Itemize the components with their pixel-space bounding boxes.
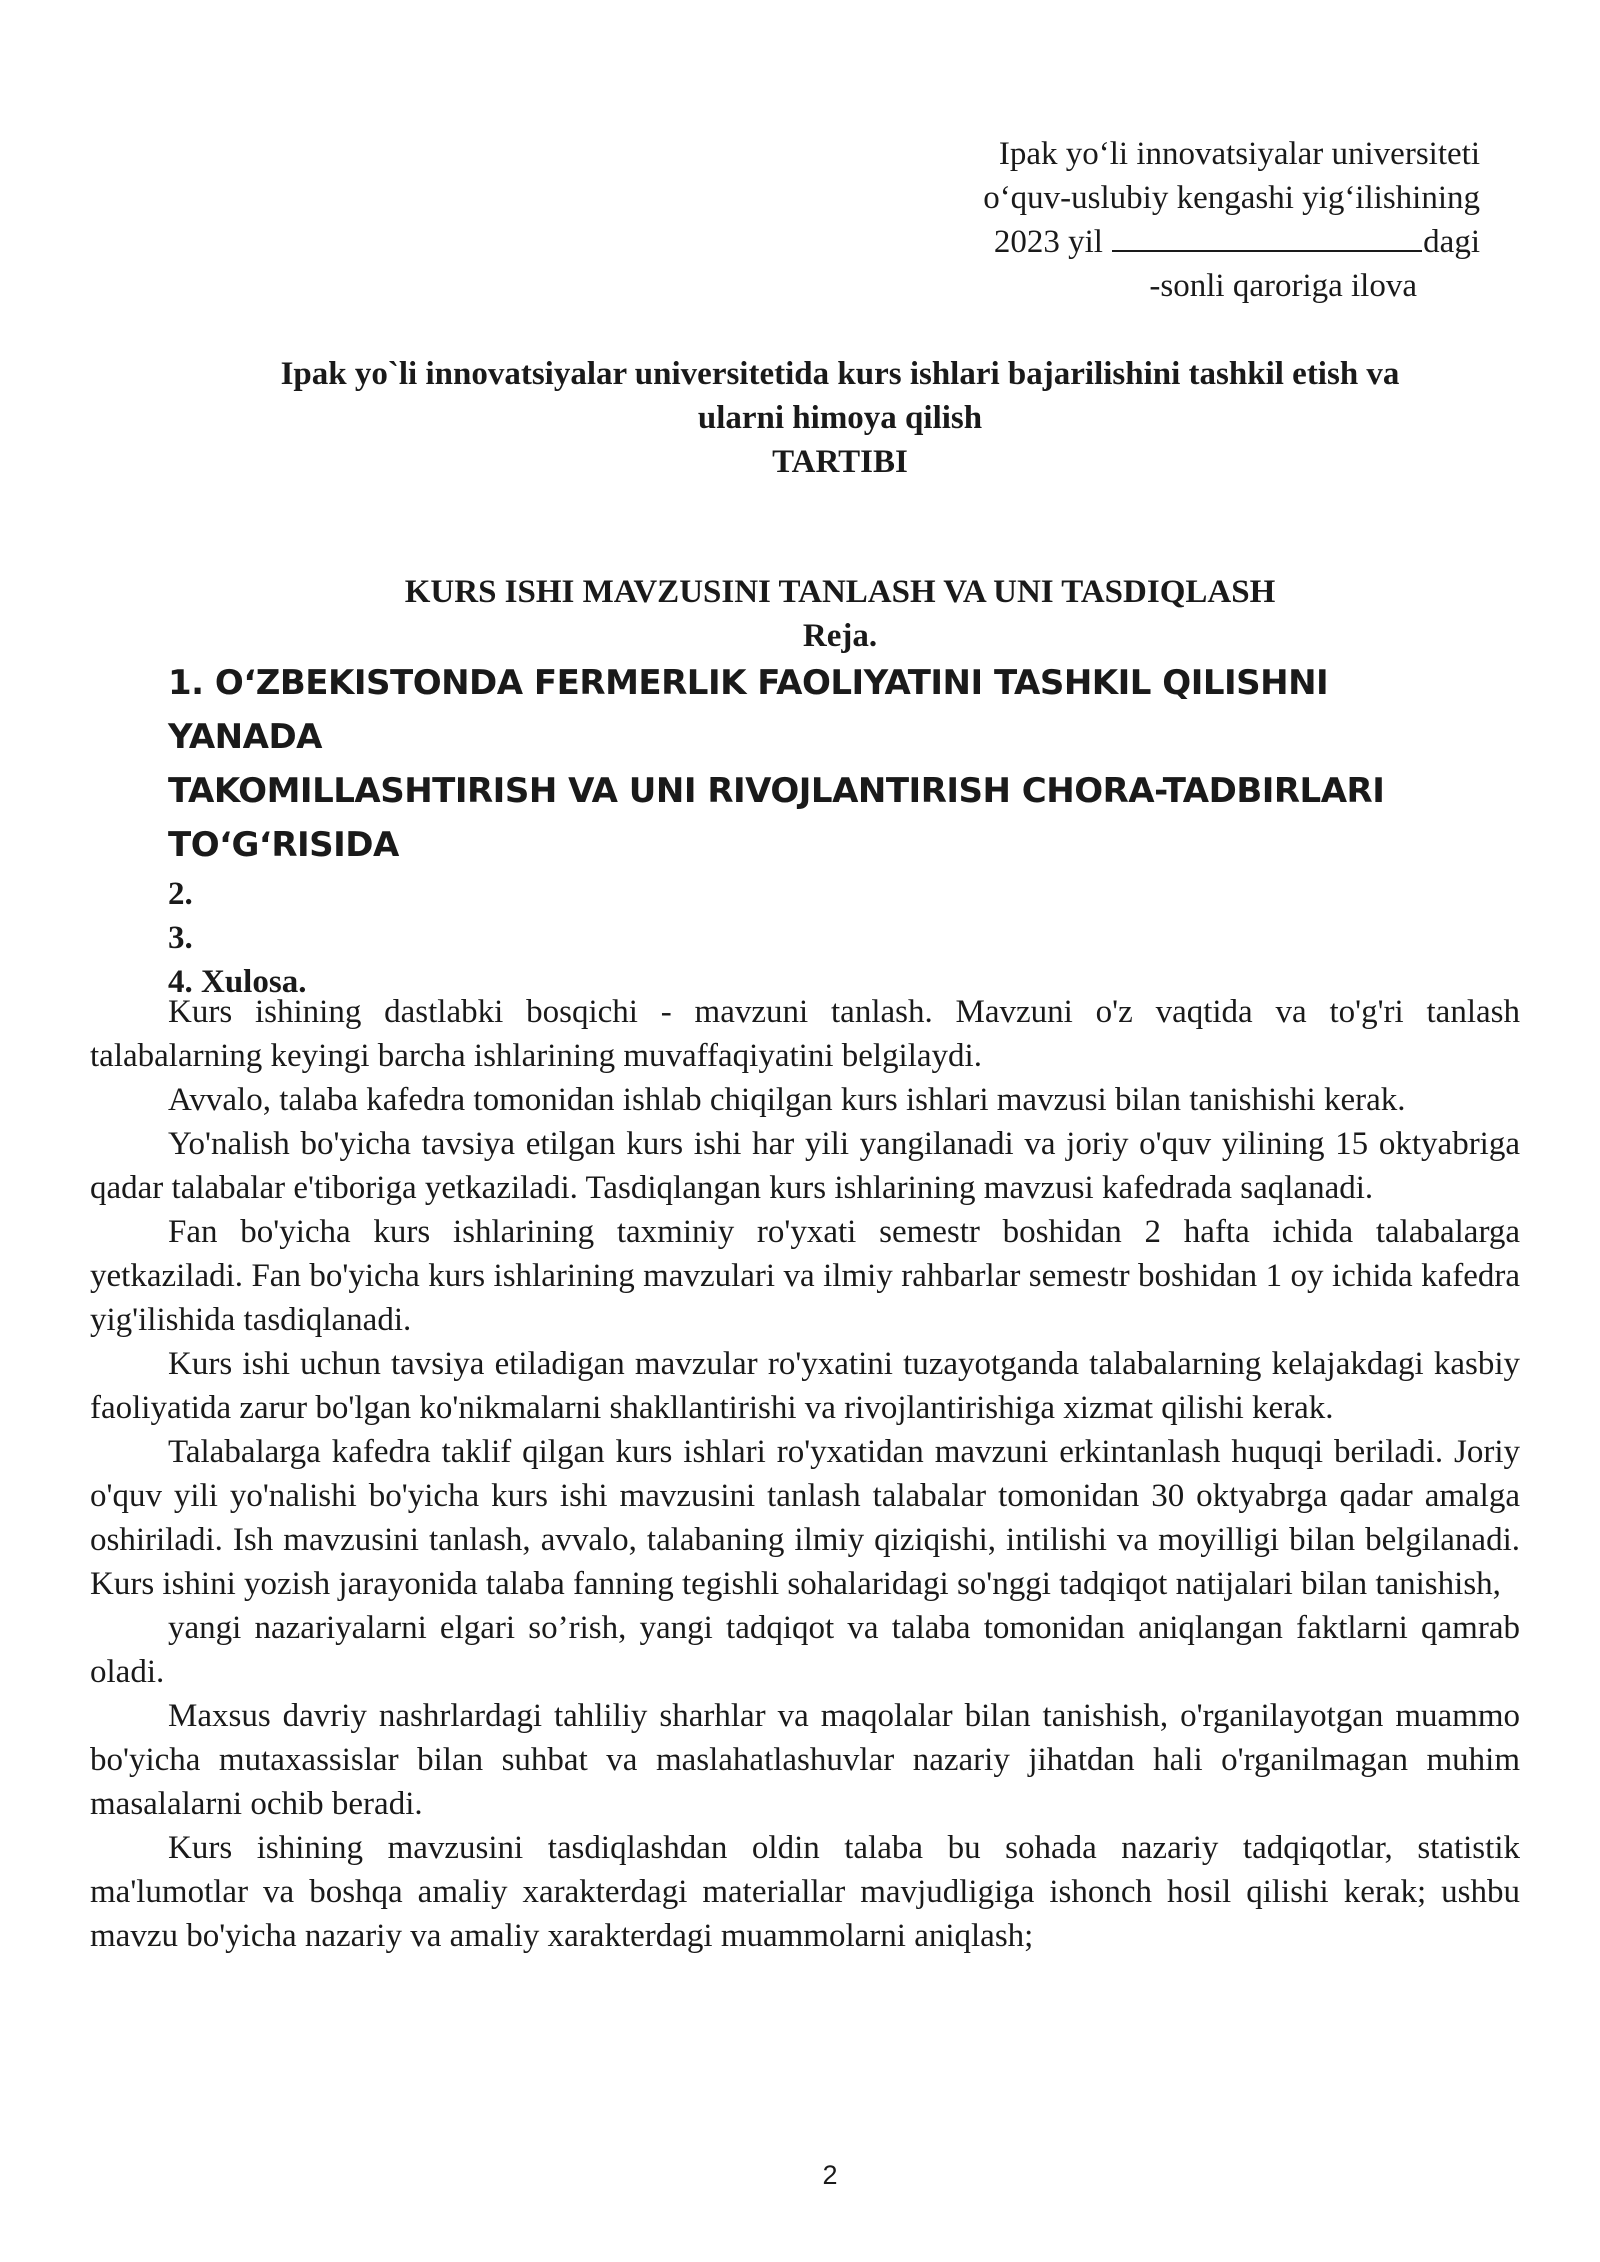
plan-label: Reja. — [802, 618, 878, 654]
plan-item-4: 4. Xulosa. — [168, 964, 307, 1000]
plan-list — [168, 656, 1488, 1004]
plan-item-1-line-1: 1. O‘ZBEKISTONDA FERMERLIK FAOLIYATINI TASHKIL QILISHNI YANADA — [168, 663, 1329, 757]
paragraph-3: Yo'nalish bo'yicha tavsiya etilgan kurs ishi har yili yangilanadi va joriy o'quv yilining 15 oktyabriga qadar talabalar e'tiboriga yetkaziladi. Tasdiqlangan kurs ishlarining mavzusi kafedrada saqlanadi. — [90, 1126, 1520, 1206]
approval-line-1: Ipak yo‘li innovatsiyalar universiteti — [998, 136, 1480, 172]
plan-item-2: 2. — [168, 876, 193, 912]
date-blank-line — [1112, 220, 1422, 252]
approval-year: 2023 yil — [993, 224, 1103, 260]
paragraph-2: Avvalo, talaba kafedra tomonidan ishlab chiqilgan kurs ishlari mavzusi bilan tanishishi kerak. — [168, 1082, 1406, 1118]
plan-item-1-line-3: TO‘G‘RISIDA — [168, 825, 399, 865]
document-title-line-2: ularni himoya qilish — [697, 400, 983, 436]
document-title-line-3: TARTIBI — [772, 444, 908, 480]
approval-line-2: o‘quv-uslubiy kengashi yig‘ilishining — [983, 180, 1480, 216]
document-title-line-1: Ipak yo`li innovatsiyalar universitetida kurs ishlari bajarilishini tashkil etish va — [280, 356, 1400, 392]
plan-item-1 — [168, 656, 1488, 872]
approval-dagi: dagi — [1423, 224, 1480, 260]
approval-line-4: -sonli qaroriga ilova — [1149, 268, 1417, 304]
paragraph-9: Kurs ishining mavzusini tasdiqlashdan oldin talaba bu sohada nazariy tadqiqotlar, statistik ma'lumotlar va boshqa amaliy xarakterdagi materiallar mavjudligiga ishonch hosil qilishi kerak; ushbu mavzu bo'yicha nazariy va amaliy xarakterdagi muammolarni aniqlash; — [90, 1830, 1520, 1954]
section-heading-block — [150, 570, 1530, 658]
section-heading: KURS ISHI MAVZUSINI TANLASH VA UNI TASDIQLASH — [404, 574, 1276, 610]
approval-stamp-block — [900, 132, 1520, 308]
paragraph-6: Talabalarga kafedra taklif qilgan kurs ishlari ro'yxatidan mavzuni erkintanlash huquqi beriladi. Joriy o'quv yili yo'nalishi bo'yicha kurs ishi mavzusini tanlash talabalar tomonidan 30 oktyabrga qadar amalga oshiriladi. Ish mavzusini tanlash, avvalo, talabaning ilmiy qiziqishi, intilishi va moyilligi bilan belgilanadi. Kurs ishini yozish jarayonida talaba fanning tegishli sohalaridagi so'nggi tadqiqot natijalari bilan tanishish, — [90, 1434, 1520, 1602]
paragraph-8: Maxsus davriy nashrlardagi tahliliy sharhlar va maqolalar bilan tanishish, o'rganilayotgan muammo bo'yicha mutaxassislar bilan suhbat va maslahatlashuvlar nazariy jihatdan hali o'rganilmagan muhim masalalarni ochib beradi. — [90, 1698, 1520, 1822]
paragraph-4: Fan bo'yicha kurs ishlarining taxminiy ro'yxati semestr boshidan 2 hafta ichida talabalarga yetkaziladi. Fan bo'yicha kurs ishlarining mavzulari va ilmiy rahbarlar semestr boshidan 1 oy ichida kafedra yig'ilishida tasdiqlanadi. — [90, 1214, 1520, 1338]
page-number: 2 — [822, 2160, 838, 2190]
approval-line-3 — [900, 220, 1520, 264]
document-title — [150, 352, 1530, 484]
paragraph-1: Kurs ishining dastlabki bosqichi - mavzuni tanlash. Mavzuni o'z vaqtida va to'g'ri tanlash talabalarning keyingi barcha ishlarining muvaffaqiyatini belgilaydi. — [90, 994, 1520, 1074]
plan-item-3: 3. — [168, 920, 193, 956]
body-text — [90, 990, 1520, 1958]
paragraph-5: Kurs ishi uchun tavsiya etiladigan mavzular ro'yxatini tuzayotganda talabalarning kelajakdagi kasbiy faoliyatida zarur bo'lgan ko'nikmalarni shakllantirishi va rivojlantirishiga xizmat qilishi kerak. — [90, 1346, 1520, 1426]
paragraph-7: yangi nazariyalarni elgari so’rish, yangi tadqiqot va talaba tomonidan aniqlangan faktlarni qamrab oladi. — [90, 1610, 1520, 1690]
plan-item-1-line-2: TAKOMILLASHTIRISH VA UNI RIVOJLANTIRISH CHORA-TADBIRLARI — [168, 771, 1385, 811]
